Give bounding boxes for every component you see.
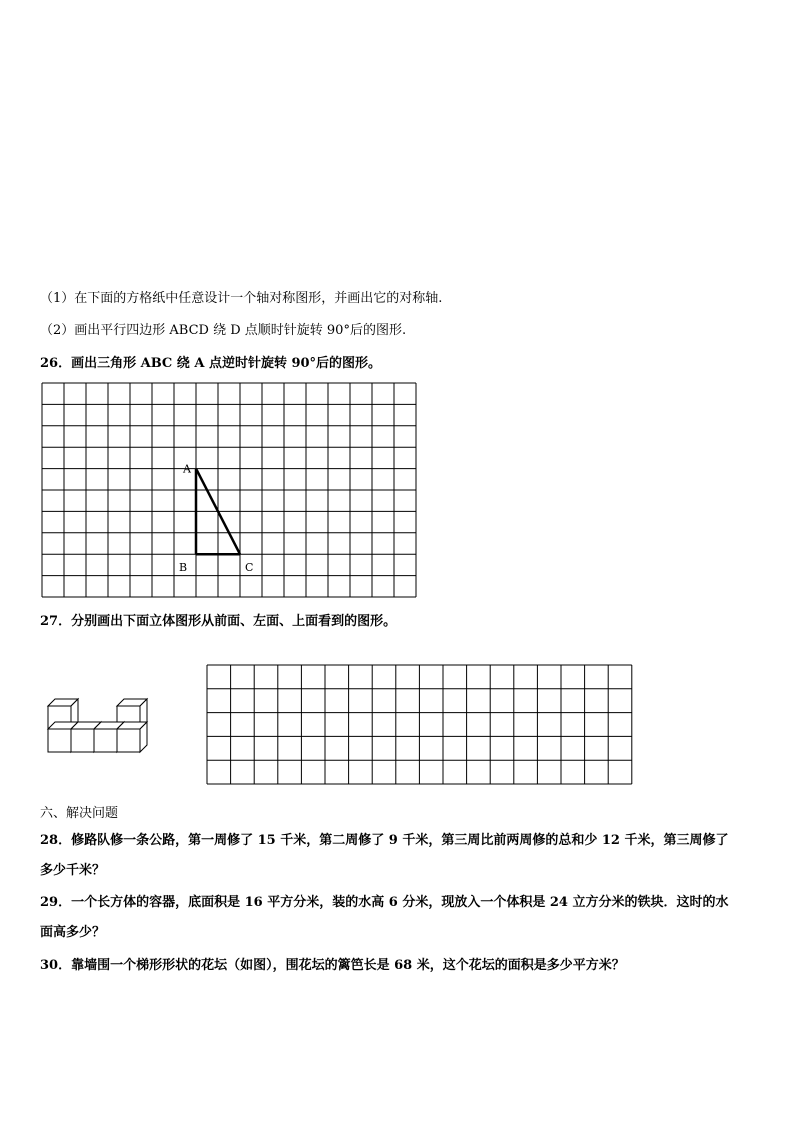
section-6-title: 六、解决问题 [40, 806, 119, 821]
q26-triangle [179, 463, 253, 575]
vertex-label-b: B [179, 561, 188, 575]
cube-bottom-2-front-face [71, 729, 94, 752]
cube-bottom-3-front-face [94, 729, 117, 752]
q28-line-1: 28．修路队修一条公路，第一周修了 15 千米，第二周修了 9 千米，第三周比前两周修的总和少 12 千米，第三周修了 [40, 833, 729, 848]
q30-line-1: 30．靠墙围一个梯形形状的花坛（如图），围花坛的篱笆长是 68 米，这个花坛的面积是多少平方米？ [40, 958, 625, 973]
q27-text: 27．分别画出下面立体图形从前面、左面、上面看到的图形。 [40, 614, 397, 629]
q27-cube-solid [48, 699, 147, 752]
q26-grid [42, 383, 416, 597]
q26-text: 26．画出三角形 ABC 绕 A 点逆时针旋转 90°后的图形。 [40, 356, 382, 371]
q29-line-2: 面高多少？ [40, 925, 106, 940]
vertex-label-c: C [245, 561, 254, 575]
q28-line-2: 多少千米？ [40, 863, 106, 878]
cube-bottom-1-front-face [48, 729, 71, 752]
q25-subquestion-2: （2）画出平行四边形 ABCD 绕 D 点顺时针旋转 90°后的图形. [40, 323, 407, 338]
cube-bottom-4-front-face [117, 729, 140, 752]
q25-subquestion-1: （1）在下面的方格纸中任意设计一个轴对称图形，并画出它的对称轴. [40, 291, 443, 306]
vertex-label-a: A [183, 462, 191, 476]
q29-line-1: 29．一个长方体的容器，底面积是 16 平方分米，装的水高 6 分米，现放入一个体积是 24 立方分米的铁块．这时的水 [40, 895, 729, 910]
q27-grid [207, 665, 632, 784]
